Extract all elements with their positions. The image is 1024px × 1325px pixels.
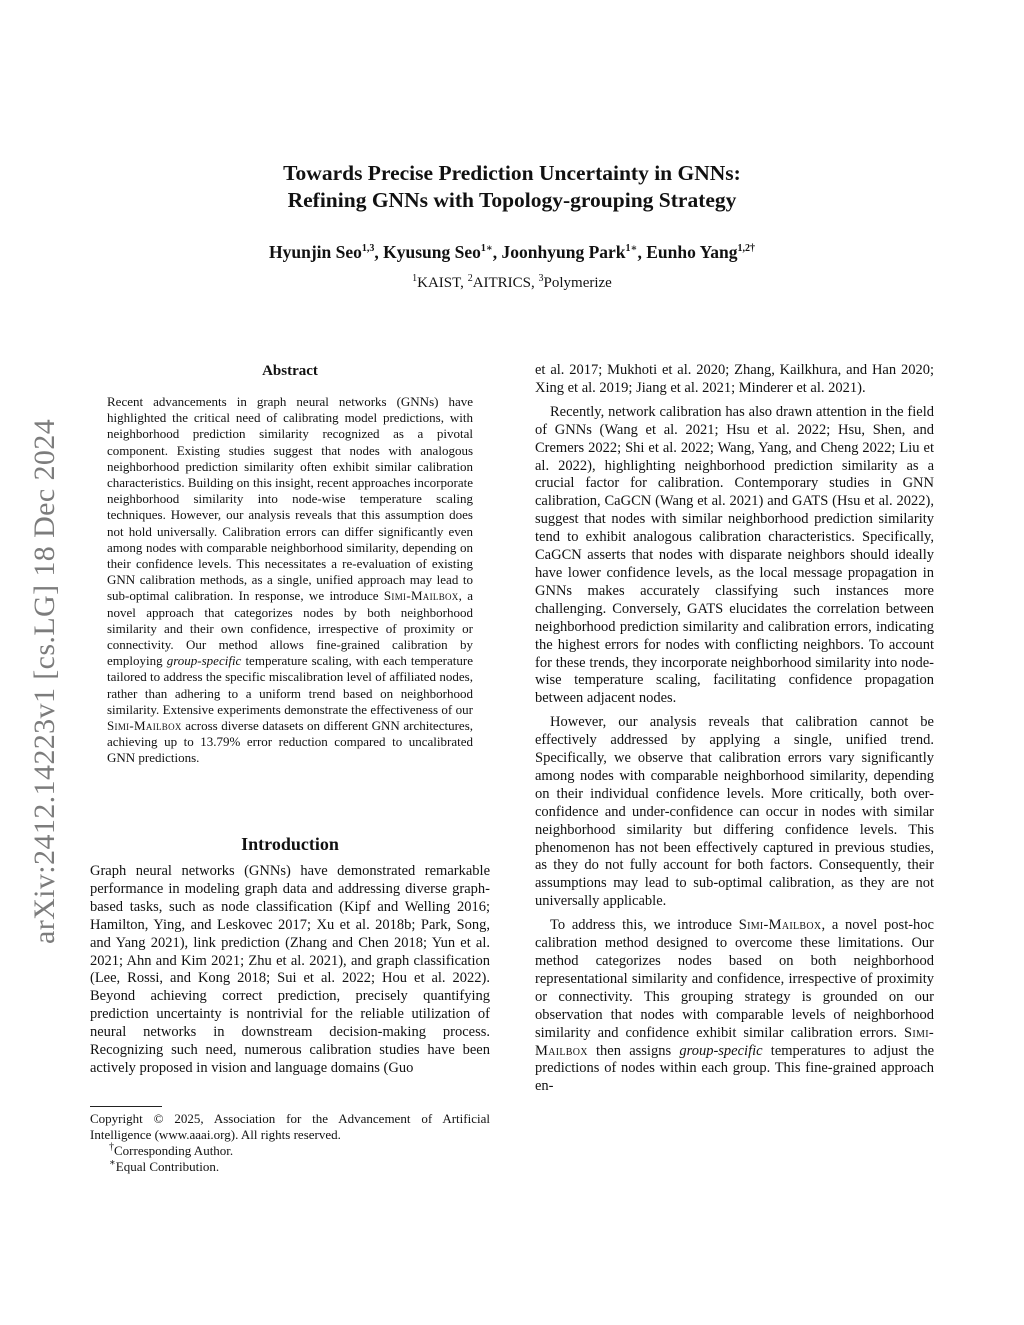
abstract-text: Recent advancements in graph neural networks (GNNs) have highlighted the critical need of calibrating model predictions, with neighborhood prediction similarity recognized as a pivotal component. Existing studies suggest that nodes with analogous neighborhood prediction similarity often exhibit similar calibration characteristics. Building on this insight, recent approaches incorporate neighborhood similarity into node-wise temperature scaling techniques. However, our analysis reveals that this assumption does not hold universally. Calibration errors can differ significantly even among nodes with comparable neighborhood similarity, depending on their confidence levels. This necessitates a re-evaluation of existing GNN calibration methods, as a single, unified approach may lead to sub-optimal calibration. In response, we introduce Simi-Mailbox, a novel approach that categorizes nodes by both neighborhood similarity and their own confidence, irrespective of proximity or connectivity. Our method allows fine-grained calibration by employing group-specific temperature scaling, with each temperature tailored to address the specific miscalibration level of affiliated nodes, rather than adhering to a uniform trend based on neighborhood similarity. Extensive experiments demonstrate the effectiveness of our Simi-Mailbox across diverse datasets on different GNN architectures, achieving up to 13.79% error reduction compared to uncalibrated GNN predictions. bbox=[107, 394, 473, 766]
paragraph: However, our analysis reveals that calibration cannot be effectively addressed by applying a single, unified trend. Specifically, we observe that calibration errors vary significantly among nodes with comparable neighborhood similarity, depending on their individual confidence levels. More critically, both over-confidence and under-confidence can occur in nodes with similar neighborhood similarity but differing confidence levels. This phenomenon has not been effectively captured in previous studies, as they do not fully account for both factors. Consequently, their assumptions may lead to sub-optimal calibration, as they are not universally applicable. bbox=[535, 714, 934, 910]
affiliations bbox=[0, 272, 1024, 294]
introduction-heading: Introduction bbox=[241, 834, 339, 854]
paragraph: Recently, network calibration has also drawn attention in the field of GNNs (Wang et al. 2021; Hsu et al. 2022; Hsu, Shen, and Cremers 2022; Shi et al. 2022; Wang, Yang, and Cheng 2022; Liu et al. 2022), highlighting neighborhood prediction similarity as a crucial factor for calibration. Contemporary studies in GNN calibration, CaGCN (Wang et al. 2021) and GATS (Hsu et al. 2022), suggest that nodes with similar neighborhood prediction similarity tend to exhibit analogous calibration characteristics. Specifically, CaGCN asserts that nodes with disparate neighbors should ideally have lower confidence levels, as the local message propagation in GNNs makes accurately classifying such instances more challenging. Conversely, GATS elucidates the correlation between neighborhood prediction similarity and calibration errors, indicating the highest errors for nodes with conflicting neighbors. To account for these trends, they incorporate neighborhood similarity into node-wise temperature scaling, facilitating confidence propagation between adjacent nodes. bbox=[535, 403, 934, 707]
method-name: Simi-Mailbox bbox=[535, 1024, 934, 1059]
author: Eunho Yang$^{1,2\dagger}$ bbox=[646, 242, 755, 262]
footnote-equal: ∗Equal Contribution. bbox=[109, 1157, 220, 1174]
paragraph: et al. 2017; Mukhoti et al. 2020; Zhang, Kailkhura, and Han 2020; Xing et al. 2019; Jiang et al. 2021; Minderer et al. 2021). bbox=[535, 362, 934, 396]
introduction-text: Graph neural networks (GNNs) have demonstrated remarkable performance in modeling graph data and addressing diverse graph-based tasks, such as node classification (Kipf and Welling 2016; Hamilton, Ying, and Leskovec 2017; Xu et al. 2018b; Park, Song, and Yang 2021), link prediction (Zhang and Chen 2018; Yun et al. 2021; Ahn and Kim 2021; Zhu et al. 2021), and graph classification (Lee, Rossi, and Kong 2018; Sui et al. 2022; Hou et al. 2022). Beyond achieving correct prediction, precisely quantifying prediction uncertainty is nontrivial for the reliable utilization of neural networks in downstream decision-making process. Recognizing such need, numerous calibration studies have been actively proposed in vision and language domains (Guo bbox=[90, 863, 490, 1076]
author: Joonhyung Park$^{1∗}$, bbox=[501, 242, 647, 262]
title-line-2: Refining GNNs with Topology-grouping Strategy bbox=[287, 188, 737, 212]
abstract-section bbox=[107, 363, 473, 767]
affiliation: $^2$AITRICS, bbox=[467, 273, 539, 291]
author: Hyunjin Seo$^{1,3}$, bbox=[269, 242, 384, 262]
affiliation: $^1$KAIST, bbox=[412, 273, 468, 291]
footnote-rule bbox=[90, 1106, 162, 1107]
title-line-1: Towards Precise Prediction Uncertainty in GNNs: bbox=[283, 161, 741, 185]
abstract-heading: Abstract bbox=[262, 363, 318, 379]
arxiv-stamp: arXiv:2412.14223v1 [cs.LG] 18 Dec 2024 bbox=[28, 418, 61, 944]
method-name: Simi-Mailbox bbox=[383, 588, 459, 604]
right-column bbox=[535, 362, 934, 1096]
method-name: Simi-Mailbox bbox=[107, 718, 182, 734]
author-list bbox=[0, 240, 1024, 264]
footnotes bbox=[90, 1106, 490, 1175]
paper-title bbox=[0, 160, 1024, 214]
introduction-section bbox=[90, 834, 490, 1078]
footnote-corresponding: †Corresponding Author. bbox=[109, 1141, 234, 1158]
author: Kyusung Seo$^{1∗}$, bbox=[383, 242, 502, 262]
affiliation: $^3$Polymerize bbox=[538, 273, 612, 291]
copyright-notice: Copyright © 2025, Association for the Advancement of Artificial Intelligence (www.aaai.org). All rights reserved. bbox=[90, 1111, 490, 1142]
method-name: Simi-Mailbox bbox=[738, 917, 822, 934]
paragraph: To address this, we introduce Simi-Mailbox, a novel post-hoc calibration method designed to overcome these limitations. Our method categorizes nodes based on both neighborhood representational similarity and confidence, irrespective of proximity or connectivity. This grouping strategy is grounded on our observation that nodes with comparable levels of neighborhood similarity and confidence exhibit similar calibration errors. Simi-Mailbox then assigns group-specific temperatures to adjust the predictions of nodes within each group. This fine-grained approach en- bbox=[535, 917, 935, 1095]
